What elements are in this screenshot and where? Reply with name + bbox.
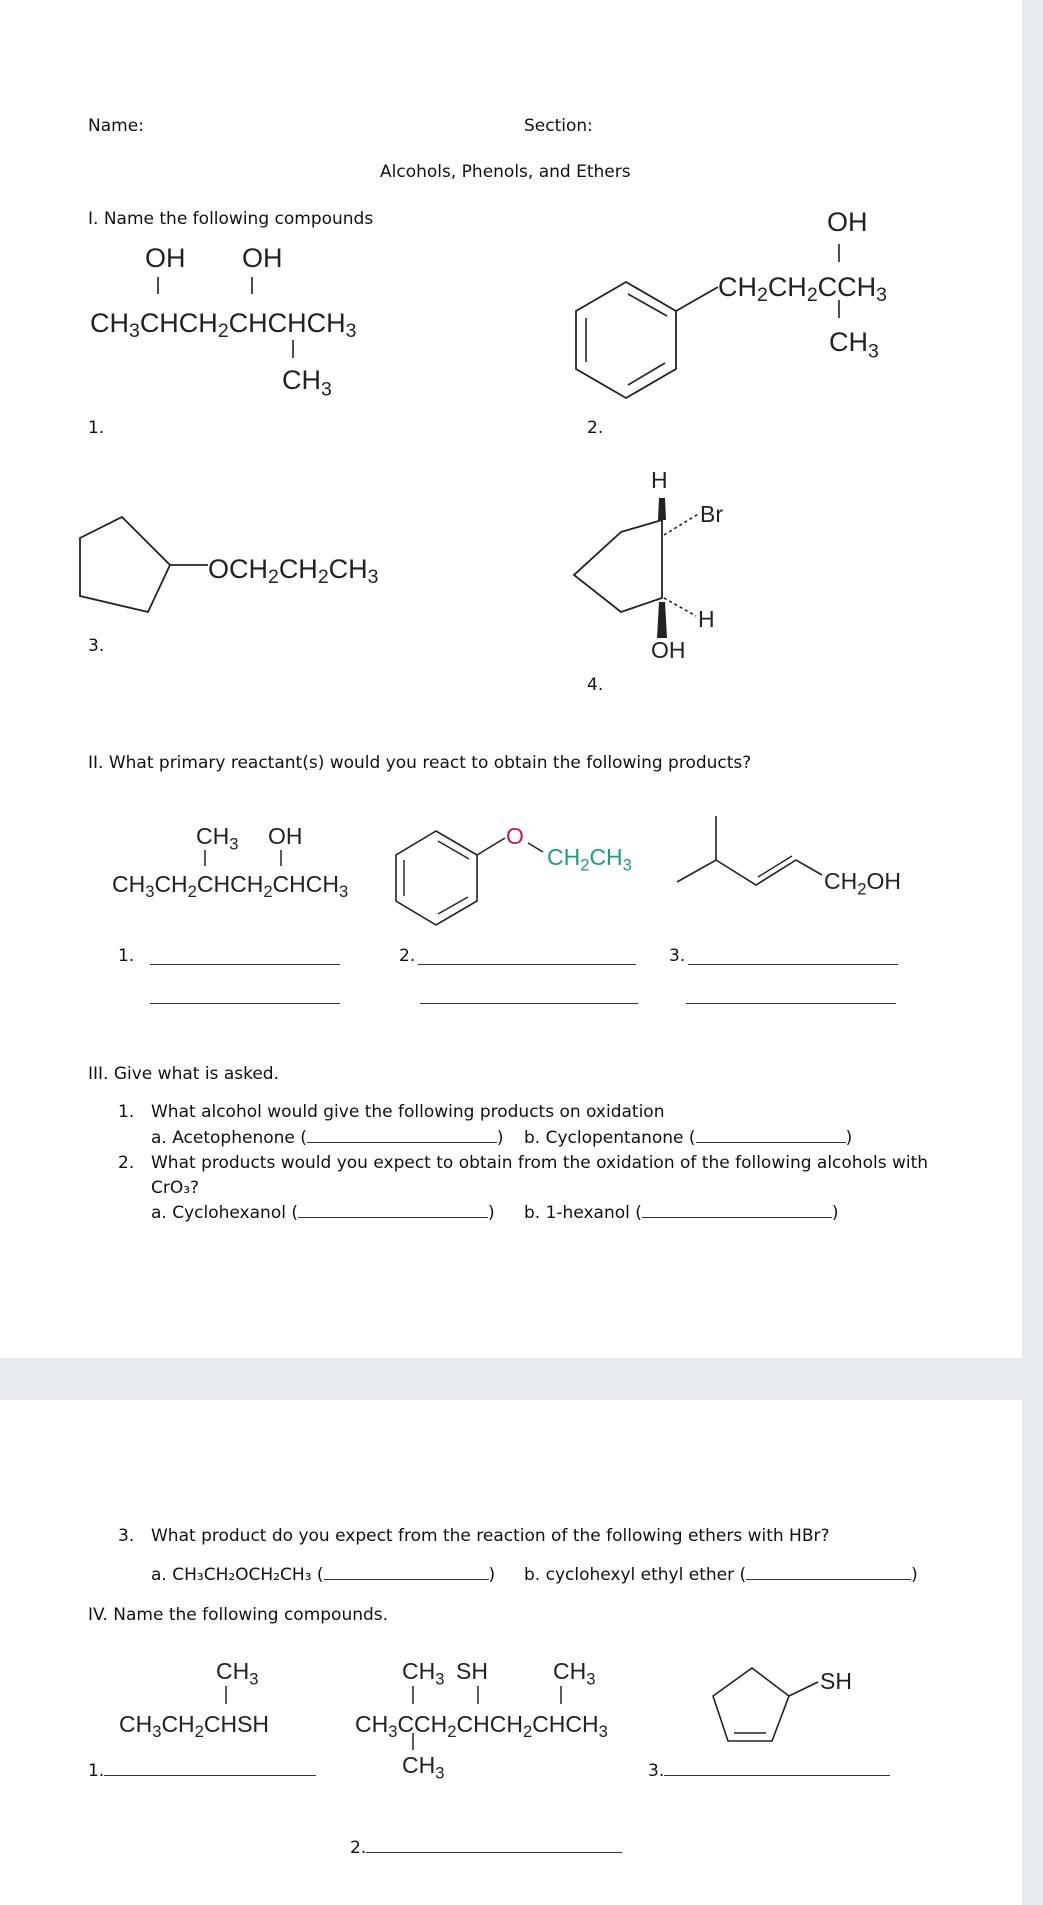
p2c3-skeleton [0, 0, 1, 1]
p1-item1-number: 1. [88, 418, 105, 438]
p2-answer-3b[interactable] [686, 1003, 896, 1004]
q2-b-row [524, 1203, 839, 1223]
p4c2-main-chain-text: $CH_3CCH_2CHCH_2CHCH_3$ [355, 1711, 608, 1741]
worksheet-page-2 [0, 1400, 1022, 1905]
q1-a-row [151, 1128, 504, 1148]
p4-item1-row [88, 1761, 316, 1781]
p2-item2-number: 2. [399, 946, 416, 966]
p4c2-main-chain [355, 1706, 655, 1742]
p1c1-oh-right: OH [242, 243, 283, 273]
q3-a-label: a. CH₃CH₂OCH₂CH₃ ( [151, 1565, 324, 1585]
q2-a-row [151, 1203, 495, 1223]
p1c3-substituent-text: OCH2CH2CH3 [208, 554, 379, 588]
p1c1-main-chain-text: CH3CHCH2CHCHCH3 [90, 308, 357, 342]
p1c4-br: Br [700, 501, 723, 527]
q1-a-close: ) [496, 1128, 504, 1148]
q2-b-blank[interactable] [642, 1216, 832, 1218]
p4c3-cyclopentene [0, 1400, 1, 1401]
p4-item3-row [648, 1761, 890, 1781]
q1-a-label: a. Acetophenone ( [151, 1128, 307, 1148]
part1-heading: I. Name the following compounds [88, 209, 374, 229]
p4c1-ch3: $CH_3$ [216, 1658, 259, 1689]
q1-number: 1. [118, 1102, 135, 1122]
p2-answer-3a[interactable] [688, 964, 898, 965]
p2-answer-2b[interactable] [420, 1003, 638, 1004]
q1-a-blank[interactable] [307, 1141, 497, 1143]
p2c2-oxygen: O [506, 823, 524, 849]
p4-answer-2[interactable] [366, 1851, 622, 1853]
p4c2-ch3-bottom: $CH_3$ [402, 1752, 445, 1783]
q3-text: What product do you expect from the reaction of the following ethers with HBr? [151, 1526, 830, 1546]
q2-number: 2. [118, 1153, 135, 1173]
q2-a-close: ) [487, 1203, 495, 1223]
p1c4-oh: OH [651, 637, 686, 663]
worksheet-title: Alcohols, Phenols, and Ethers [380, 162, 631, 182]
p2-item3-number: 3. [669, 946, 686, 966]
p4-item2-number: 2. [350, 1838, 367, 1858]
part3-heading: III. Give what is asked. [88, 1064, 279, 1084]
q3-a-blank[interactable] [324, 1578, 489, 1580]
p4-item2-row [350, 1838, 622, 1858]
p1c4-bottom-h: H [698, 606, 715, 632]
q3-b-label: b. cyclohexyl ethyl ether ( [524, 1565, 747, 1585]
p2c2-ethyl: $CH_2CH_3$ [547, 844, 632, 875]
q2-b-close: ) [831, 1203, 839, 1223]
q3-b-blank[interactable] [746, 1578, 911, 1580]
p2-answer-2a[interactable] [418, 964, 636, 965]
p1c2-main-chain-text: CH2CH2CCH3 [718, 272, 887, 306]
p2c1-main-chain [112, 866, 362, 902]
p4c2-ch3-right: $CH_3$ [553, 1658, 596, 1689]
p1-item4-number: 4. [587, 675, 604, 695]
p1c2-branch: $CH_3$ [829, 327, 879, 363]
q3-b-close: ) [911, 1565, 918, 1585]
p4c1-main-chain [119, 1706, 319, 1742]
p1c3-substituent [208, 548, 408, 588]
p2-answer-1a[interactable] [150, 964, 340, 965]
q3-number: 3. [118, 1526, 135, 1546]
p2c3-ch2oh: $CH_2OH$ [824, 868, 901, 899]
q3-a-row [151, 1565, 495, 1585]
part2-heading: II. What primary reactant(s) would you react to obtain the following products? [88, 753, 752, 773]
p1c1-oh-left: OH [145, 243, 186, 273]
q3-a-close: ) [488, 1565, 496, 1585]
p2c1-main-chain-text: $CH_3CH_2CHCH_2CHCH_3$ [112, 871, 349, 901]
name-label: Name: [88, 116, 144, 136]
q2-a-blank[interactable] [298, 1216, 488, 1218]
p4-answer-3[interactable] [664, 1774, 890, 1776]
q1-b-close: ) [845, 1128, 853, 1148]
q2-text-line1: What products would you expect to obtain from the oxidation of the following alcohols with [151, 1153, 929, 1173]
part4-heading: IV. Name the following compounds. [88, 1605, 389, 1625]
p2-answer-1b[interactable] [150, 1003, 340, 1004]
p4-item3-number: 3. [648, 1761, 665, 1781]
q2-text-line2: CrO₃? [151, 1178, 200, 1198]
p4-item1-number: 1. [88, 1761, 105, 1781]
p4c3-sh: SH [820, 1668, 852, 1694]
p1c1-branch: $CH_3$ [282, 365, 332, 401]
q2-a-label: a. Cyclohexanol ( [151, 1203, 298, 1223]
p2c1-ch3: $CH_3$ [196, 823, 239, 854]
p4c1-main-chain-text: $CH_3CH_2CHSH$ [119, 1711, 270, 1741]
p2-item1-number: 1. [118, 946, 135, 966]
p1c4-top-h: H [651, 467, 668, 493]
section-label: Section: [524, 116, 593, 136]
p1c2-oh: OH [827, 207, 868, 237]
q1-b-blank[interactable] [696, 1141, 846, 1143]
q3-b-row [524, 1565, 918, 1585]
p1-item3-number: 3. [88, 636, 105, 656]
p1c2-main-chain [718, 266, 918, 306]
q1-b-row [524, 1128, 852, 1148]
q2-b-label: b. 1-hexanol ( [524, 1203, 642, 1223]
p2c1-oh: OH [268, 823, 303, 849]
q1-b-label: b. Cyclopentanone ( [524, 1128, 696, 1148]
p1-item2-number: 2. [587, 418, 604, 438]
q1-text: What alcohol would give the following products on oxidation [151, 1102, 665, 1122]
p4c2-sh: SH [456, 1658, 488, 1684]
p1c1-main-chain [90, 300, 390, 340]
p4-answer-1[interactable] [104, 1774, 316, 1776]
p4c2-ch3-left: $CH_3$ [402, 1658, 445, 1689]
